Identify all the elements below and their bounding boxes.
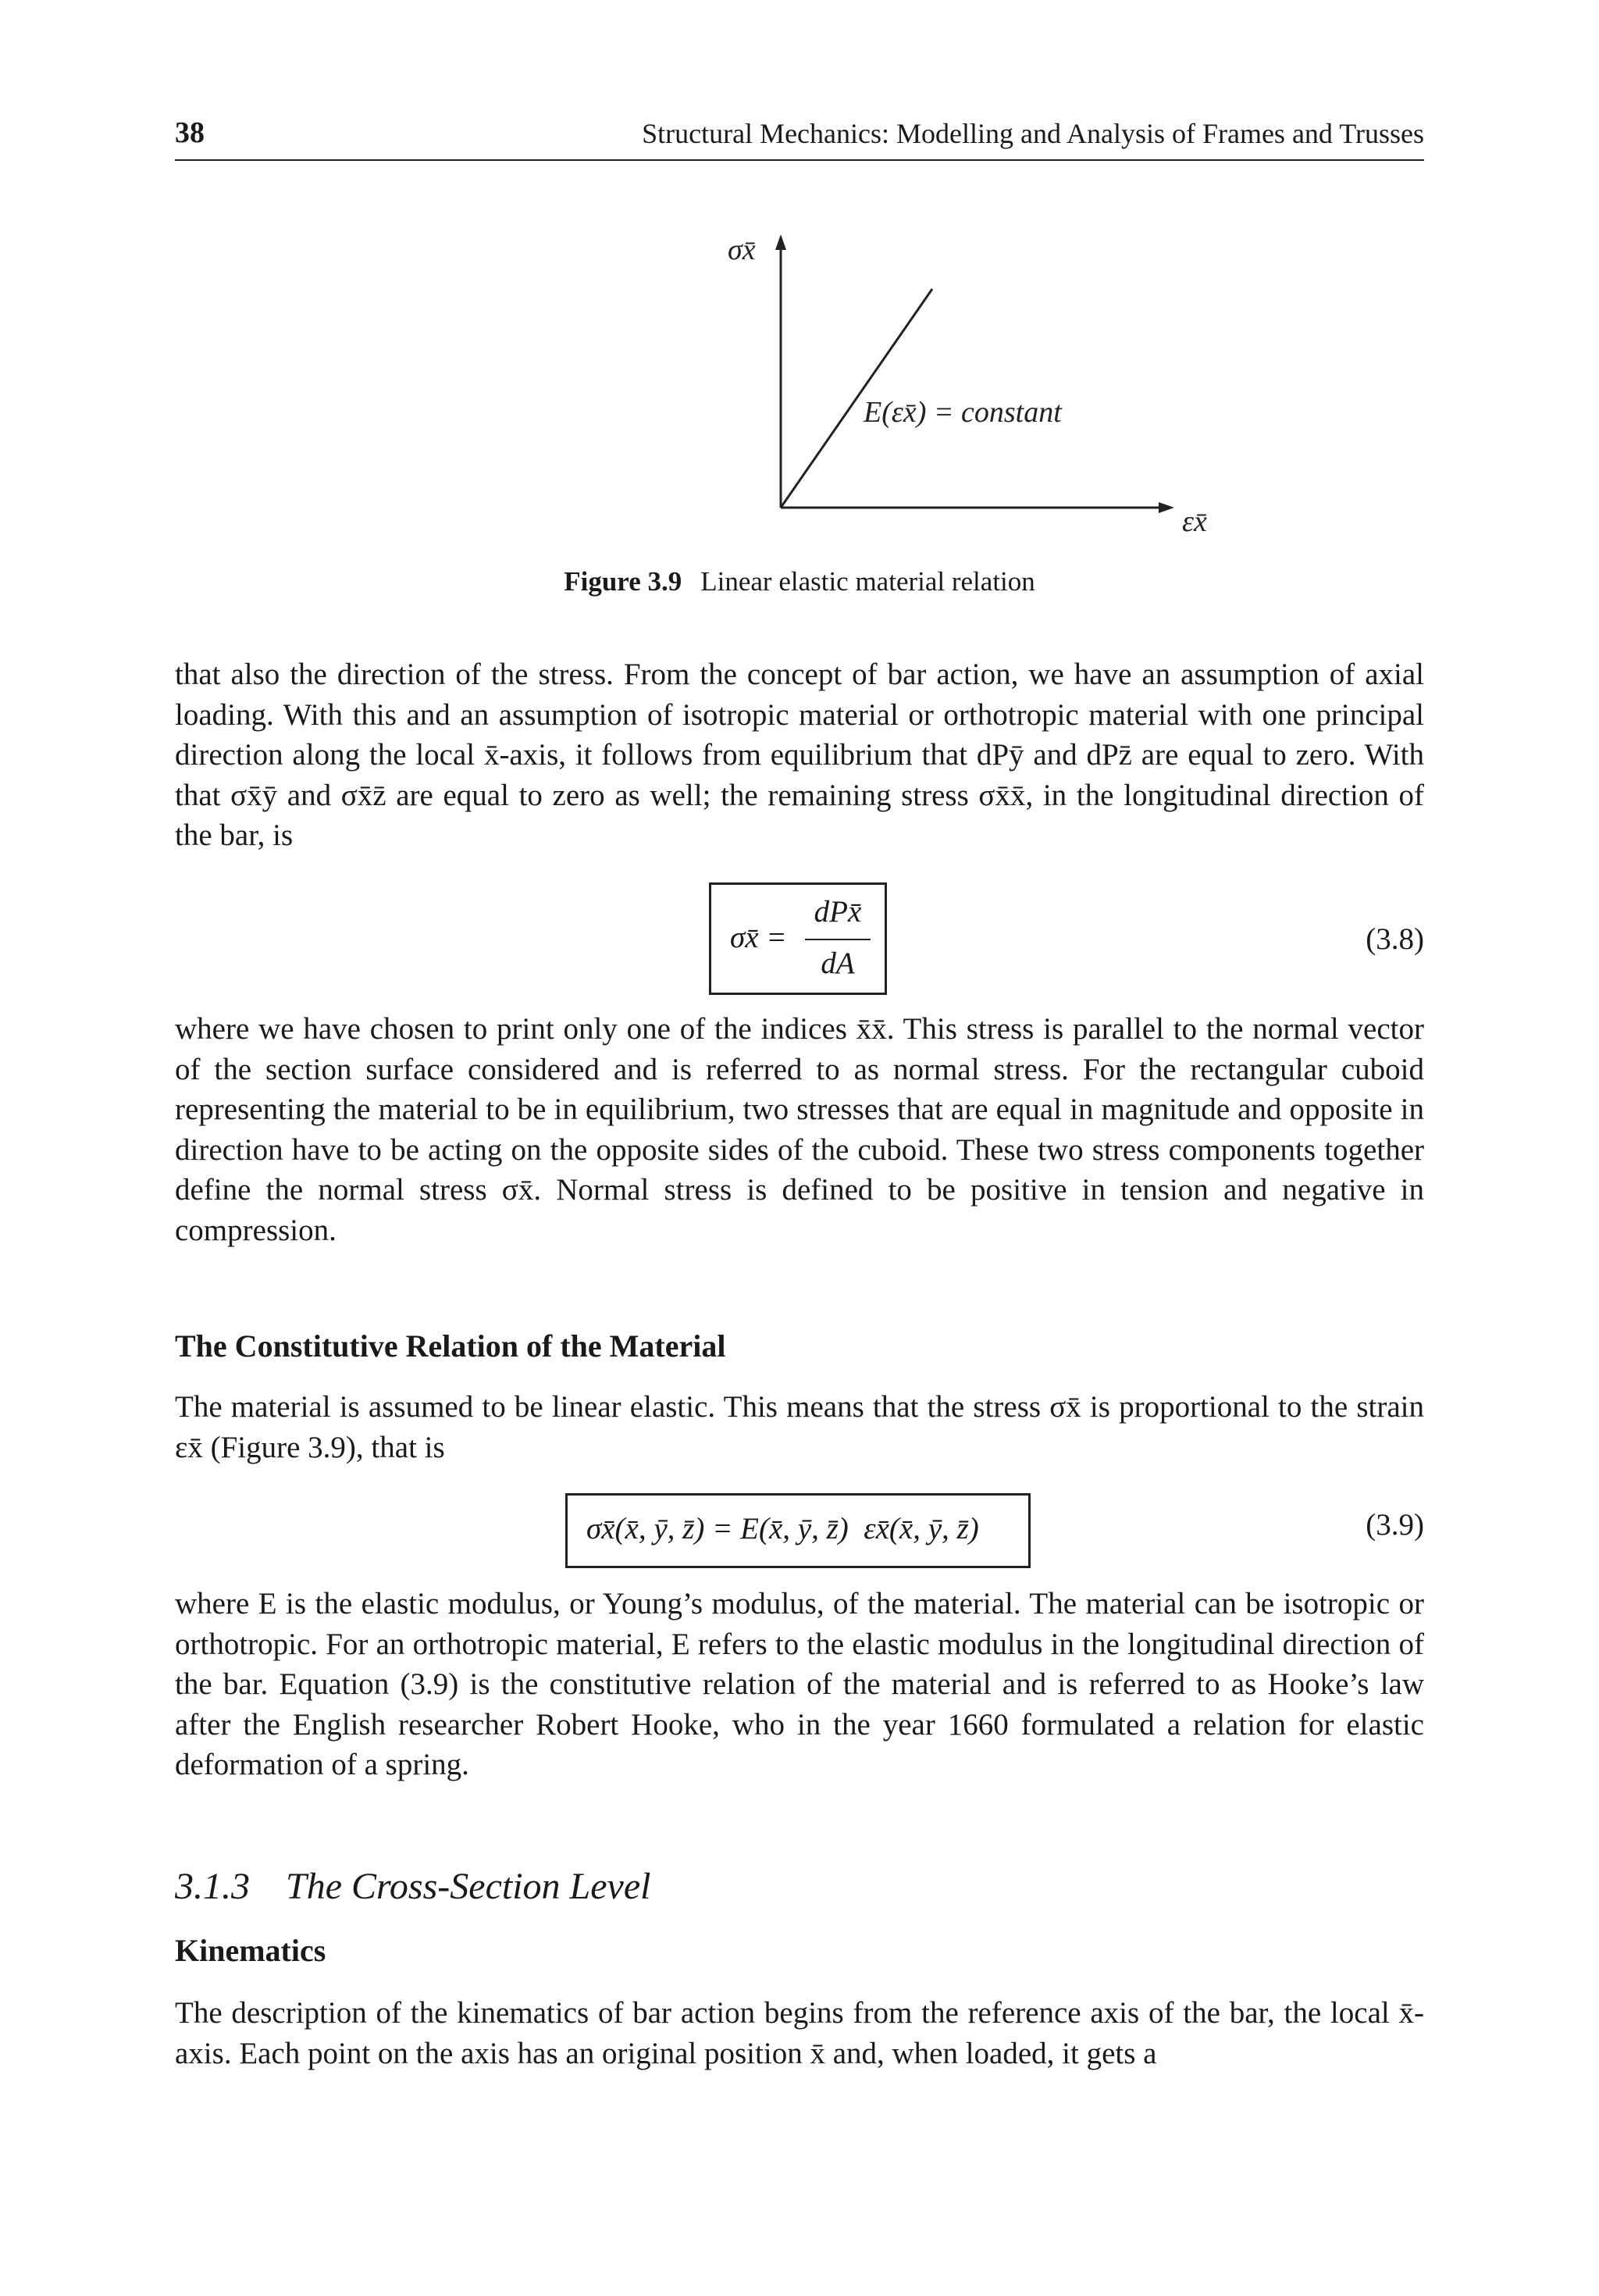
x-axis-label: εx̄ xyxy=(1182,505,1207,538)
equation-3-8-lhs: σx̄ = xyxy=(730,921,787,954)
fraction-bar xyxy=(805,939,871,940)
running-title: Structural Mechanics: Modelling and Analysis of Frames and Trusses xyxy=(642,118,1424,149)
paragraph-4: where E is the elastic modulus, or Young’s modulus, of the material. The material can be isotropic or orthotropic. For an orthotropic material, E refers to the elastic modulus in the longitudinal direction of the bar. Equation (3.9) is the constitutive relation of the material and is referred to as Hooke’s law after the English researcher Robert Hooke, who in the year 1660 formulated a relation for elastic deformation of a spring. xyxy=(175,1587,1424,1781)
stress-strain-plot xyxy=(518,226,1252,554)
section-heading-3-1-3 xyxy=(175,1865,686,1908)
heading-kinematics: Kinematics xyxy=(175,1933,326,1968)
figure-caption xyxy=(175,566,1424,597)
page-header xyxy=(175,116,1424,161)
figure-3-9 xyxy=(518,226,1252,554)
paragraph-3: The material is assumed to be linear elastic. This means that the stress σx̄ is proportional to the strain εx̄ (Figure 3.9), that is xyxy=(175,1390,1424,1464)
equation-3-8-denominator: dA xyxy=(821,947,855,980)
equation-3-8-number: (3.8) xyxy=(1366,922,1424,956)
section-title: The Cross-Section Level xyxy=(286,1866,651,1907)
paragraph-2: where we have chosen to print only one of the indices x̄x̄. This stress is parallel to the normal vector of the section surface considered and is referred to as normal stress. For the rectangular cuboid representing the material to be in equilibrium, two stresses that are equal in magnitude and opposite in direction have to be acting on the opposite sides of the cuboid. These two stress components together define the normal stress σx̄. Normal stress is defined to be positive in tension and negative in compression. xyxy=(175,1012,1424,1247)
y-axis-arrow xyxy=(775,234,786,250)
equation-3-9-number: (3.9) xyxy=(1366,1508,1424,1542)
equation-3-8-box xyxy=(709,882,887,995)
paragraph-1: that also the direction of the stress. From the concept of bar action, we have an assumption of axial loading. With this and an assumption of isotropic material or orthotropic material with one principal direction along the local x̄-axis, it follows from equilibrium that dPȳ and dPz̄ are equal to zero. With that σx̄ȳ and σx̄z̄ are equal to zero as well; the remaining stress σx̄x̄, in the longitudinal direction of the bar, is xyxy=(175,658,1424,852)
caption-text: Linear elastic material relation xyxy=(700,566,1035,597)
equation-3-8-numerator: dPx̄ xyxy=(814,895,862,929)
y-axis-label: σx̄ xyxy=(728,234,756,266)
equation-3-9-box xyxy=(565,1493,1031,1568)
section-number: 3.1.3 xyxy=(175,1866,250,1907)
paragraph-5: The description of the kinematics of bar action begins from the reference axis of the bar, the local x̄-axis. Each point on the axis has an original position x̄ and, when loaded, it gets a xyxy=(175,1996,1424,2070)
heading-constitutive-relation: The Constitutive Relation of the Material xyxy=(175,1328,726,1364)
x-axis-arrow xyxy=(1159,502,1174,513)
line-label: E(εx̄) = constant xyxy=(864,396,1062,429)
equation-3-9-text: σx̄(x̄, ȳ, z̄) = E(x̄, ȳ, z̄) εx̄(x̄, ȳ, z̄) xyxy=(586,1512,979,1546)
caption-label: Figure 3.9 xyxy=(564,566,682,597)
page-number: 38 xyxy=(175,116,205,149)
